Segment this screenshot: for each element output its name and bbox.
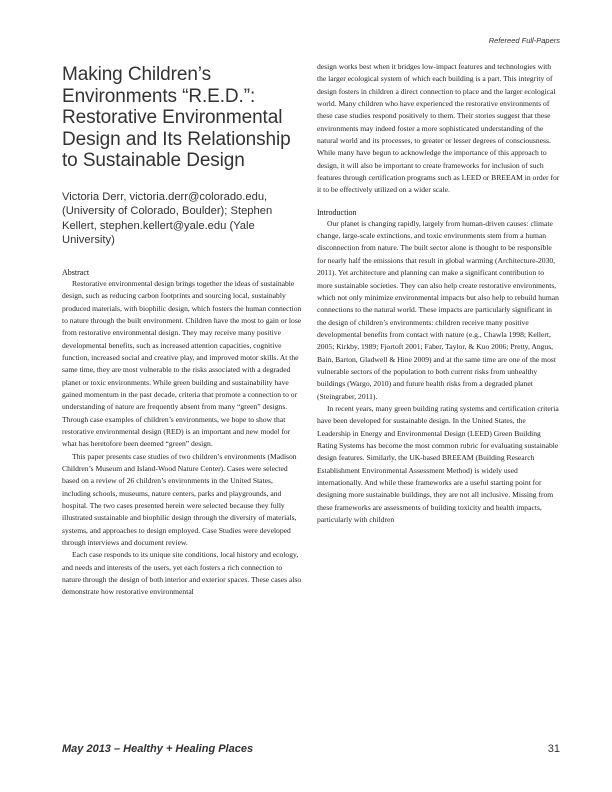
left-column: [62, 64, 302, 599]
abstract-paragraph-2: This paper presents case studies of two children’s environments (Madison Children’s Museum and Island-Wood Nature Center). Cases were selected based on a review of 26 children’s environments in the United States, including schools, museums, nature centers, parks and playgrounds, and hospital. The two cases presented herein were selected because they fully illustrated sustainable and biophilic design through the diversity of materials, systems, and approaches to design employed. Case Studies were developed through interviews and document review.: [62, 451, 297, 548]
article-title: Making Children’s Environments “R.E.D.”: Restorative Environmental Design and Its Relationship to Sustainable Design: [62, 64, 291, 171]
running-head: Refereed Full-Papers: [488, 36, 560, 45]
introduction-heading: Introduction: [317, 207, 357, 217]
author-list: Victoria Derr, victoria.derr@colorado.edu, (University of Colorado, Boulder); Stephen Kellert, stephen.kellert@yale.edu (Yale University): [62, 190, 273, 247]
intro-paragraph-1: Our planet is changing rapidly, largely from human-driven causes: climate change, large-scale extinctions, and toxic environments stem from a human disconnection from nature. The built sector alone is thought to be responsible for nearly half the emissions that result in global warming (Architecture-2030, 2011). Yet architecture and planning can make a significant contribution to more sustainable societies. They can also help create restorative environments, which not only minimize environmental impacts but also help to rebuild human connections to the natural world. These impacts are particularly significant in the design of children’s environments: children receive many positive developmental benefits from contact with nature (e.g., Chawla 1998; Kellert, 2005; Kirkby, 1989; Fjortoft 2001; Faber, Taylor, & Kuo 2006; Pretty, Angus, Bain, Barton, Gladwell & Hine 2009) and at the same time are one of the most vulnerable sectors of the population to both current risks from unhealthy buildings (Wargo, 2010) and future health risks from a degraded planet (Steingraber, 2011).: [317, 218, 559, 401]
page-number: 31: [547, 743, 560, 755]
abstract-heading: Abstract: [62, 267, 90, 277]
intro-paragraph-2: In recent years, many green building rating systems and certification criteria have been developed for sustainable design. In the United States, the Leadership in Energy and Environmental Design (LEED) Green Building Rating Systems has become the most common rubric for evaluating sustainable design features. Similarly, the UK-based BREEAM (Building Research Establishment Environmental Assessment Method) is widely used internationally. And while these frameworks are a useful starting point for designing more sustainable buildings, they are not all inclusive. Missing from these frameworks are assessments of building toxicity and health impacts, particularly with children: [317, 403, 559, 525]
footer-publication: May 2013 – Healthy + Healing Places: [62, 743, 254, 755]
abstract-continuation: design works best when it bridges low-impact features and technologies with the larger ecological system of which each building is a part. This integrity of design fosters in children a direct connection to place and the larger ecological world. Many children who have experienced the restorative environments of these case studies respond positively to them. Their stories suggest that these environments may indeed foster a more sophisticated understanding of the natural world and its processes, to greater or lesser degrees of consciousness. While many have begun to acknowledge the importance of this approach to design, it will also be important to create frameworks for inclusion of such features through certification programs such as LEED or BREEAM in order for it to be effectively utilized on a wider scale.: [317, 62, 560, 195]
abstract-paragraph-1: Restorative environmental design brings together the ideas of sustainable design, such as reducing carbon footprints and sourcing local, sustainably produced materials, with biophilic design, which fosters the human connection to nature through the built environment. Children have the most to gain or lose from restorative environmental design. They may receive many positive developmental benefits, such as increased attention capacities, cognitive function, increased social and creative play, and improved motor skills. At the same time, they are most vulnerable to the risks associated with a degraded planet or toxic environments. While green building and sustainability have gained momentum in the past decade, criteria that promote a connection to or understanding of nature are frequently absent from many “green” designs. Through case examples of children’s environments, we hope to show that restorative environmental design (RED) is an important and new model for what has heretofore been deemed “green” design.: [62, 278, 302, 449]
right-column: [317, 61, 560, 526]
abstract-paragraph-3: Each case responds to its unique site conditions, local history and ecology, and needs and interests of the users, yet each fosters a rich connection to nature through the design of both interior and exterior spaces. These cases also demonstrate how restorative environmental: [62, 550, 302, 597]
